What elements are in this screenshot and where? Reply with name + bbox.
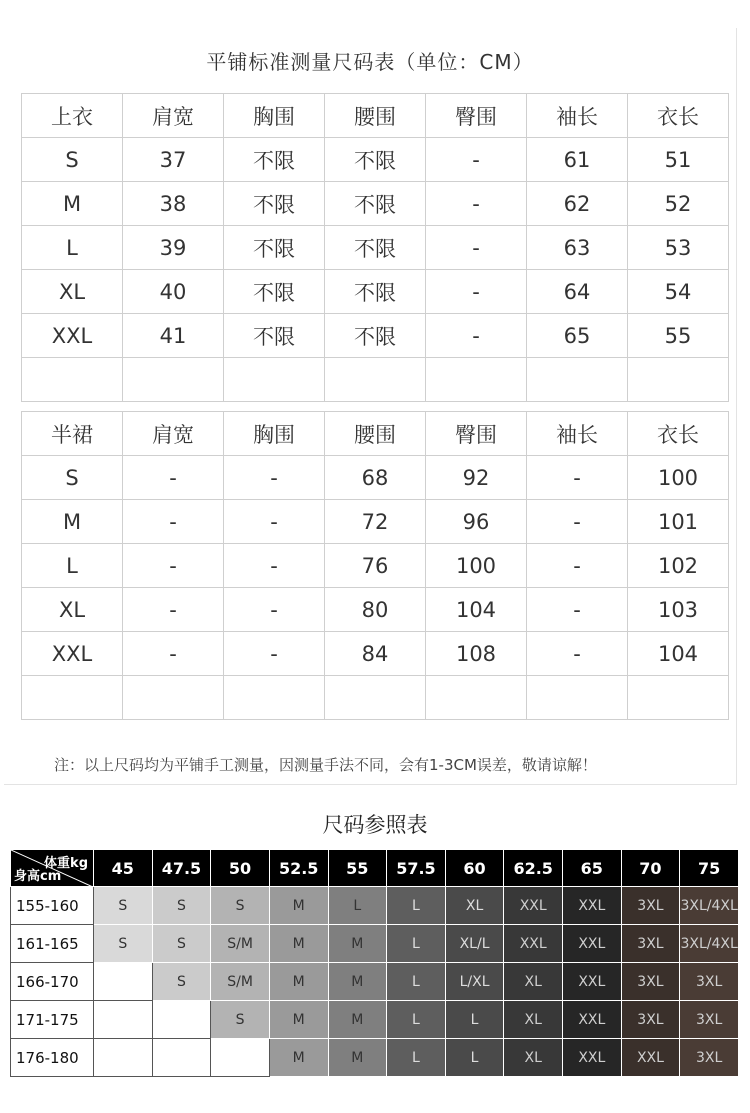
skirt-table-cell xyxy=(527,676,628,720)
size-cell xyxy=(94,963,153,1001)
top-table-cell: 不限 xyxy=(325,270,426,314)
top-table-cell: - xyxy=(426,182,527,226)
weight-header-cell: 47.5 xyxy=(152,850,211,887)
skirt-table-header-cell: 胸围 xyxy=(224,412,325,456)
top-table-cell: 不限 xyxy=(325,226,426,270)
size-cell xyxy=(621,925,680,963)
size-cell xyxy=(621,1039,680,1077)
top-table-cell xyxy=(628,358,729,402)
skirt-table-row xyxy=(22,456,729,500)
skirt-table-cell: - xyxy=(527,588,628,632)
top-table-cell: - xyxy=(426,270,527,314)
size-cell xyxy=(621,963,680,1001)
size-label: XL/L xyxy=(459,935,490,952)
size-label: S/M xyxy=(227,935,253,952)
size-label: 3XL/4XL xyxy=(680,935,738,952)
weight-header-cell: 57.5 xyxy=(387,850,446,887)
size-cell xyxy=(269,925,328,963)
top-table-cell: 52 xyxy=(628,182,729,226)
skirt-table-cell: 102 xyxy=(628,544,729,588)
top-table-header-cell: 袖长 xyxy=(527,94,628,138)
top-table-cell: 39 xyxy=(123,226,224,270)
weight-header-cell: 75 xyxy=(680,850,739,887)
skirt-table-cell: - xyxy=(224,544,325,588)
height-axis-label: 身高cm xyxy=(14,869,62,884)
size-label: M xyxy=(292,973,305,990)
size-label: 3XL xyxy=(637,1011,664,1028)
size-cell xyxy=(211,887,270,925)
size-label: S xyxy=(118,935,128,952)
top-table-cell: 不限 xyxy=(325,182,426,226)
size-cell xyxy=(387,963,446,1001)
top-table-cell: 38 xyxy=(123,182,224,226)
weight-header-cell: 52.5 xyxy=(269,850,328,887)
skirt-size-table xyxy=(21,411,729,720)
size-label: XL xyxy=(524,1011,542,1028)
skirt-table-row xyxy=(22,632,729,676)
skirt-table-cell: 72 xyxy=(325,500,426,544)
top-table-cell xyxy=(325,358,426,402)
size-cell xyxy=(211,1039,270,1077)
size-cell xyxy=(445,1039,504,1077)
size-label: S xyxy=(176,897,186,914)
size-cell xyxy=(621,887,680,925)
size-label: M xyxy=(292,1011,305,1028)
top-table-cell: 54 xyxy=(628,270,729,314)
skirt-table-cell: 92 xyxy=(426,456,527,500)
skirt-table-cell: - xyxy=(123,588,224,632)
weight-header-cell: 62.5 xyxy=(504,850,563,887)
size-cell xyxy=(680,1001,739,1039)
size-cell xyxy=(328,887,387,925)
size-cell xyxy=(269,1001,328,1039)
size-label: XXL xyxy=(578,1049,606,1066)
size-label: M xyxy=(351,973,364,990)
top-table-header-cell: 衣长 xyxy=(628,94,729,138)
size-label: L xyxy=(353,897,362,914)
skirt-table-cell: 80 xyxy=(325,588,426,632)
skirt-table-cell: - xyxy=(527,544,628,588)
top-table-cell: - xyxy=(426,314,527,358)
top-table-cell: XL xyxy=(22,270,123,314)
top-table-cell xyxy=(224,358,325,402)
top-table-cell: 40 xyxy=(123,270,224,314)
size-cell xyxy=(680,887,739,925)
height-range-cell: 161-165 xyxy=(11,925,94,963)
top-table-cell: 不限 xyxy=(224,226,325,270)
page-title: 平铺标准测量尺码表（单位：CM） xyxy=(206,50,534,74)
skirt-table-cell: 108 xyxy=(426,632,527,676)
size-label: XXL xyxy=(578,935,606,952)
top-table-cell: 63 xyxy=(527,226,628,270)
size-label: M xyxy=(351,1011,364,1028)
skirt-table-cell: 100 xyxy=(426,544,527,588)
skirt-table-cell: - xyxy=(123,456,224,500)
top-table-cell: 61 xyxy=(527,138,628,182)
size-label: L xyxy=(412,935,420,952)
top-table-header-cell: 上衣 xyxy=(22,94,123,138)
skirt-table-cell: 96 xyxy=(426,500,527,544)
top-table-cell: 不限 xyxy=(224,314,325,358)
size-cell xyxy=(445,887,504,925)
skirt-table-cell: L xyxy=(22,544,123,588)
top-table-cell: 41 xyxy=(123,314,224,358)
top-table-cell: 55 xyxy=(628,314,729,358)
reference-row xyxy=(11,1001,739,1039)
top-table-cell: 51 xyxy=(628,138,729,182)
top-table-row xyxy=(22,270,729,314)
reference-header-row xyxy=(11,850,739,887)
size-cell xyxy=(152,925,211,963)
top-table-cell: - xyxy=(426,138,527,182)
size-label: L/XL xyxy=(459,973,490,990)
size-cell xyxy=(94,887,153,925)
skirt-table-cell: - xyxy=(224,632,325,676)
skirt-table-cell xyxy=(628,676,729,720)
top-table-cell xyxy=(426,358,527,402)
skirt-table-cell: - xyxy=(527,456,628,500)
size-cell xyxy=(94,1001,153,1039)
skirt-table-cell: - xyxy=(224,588,325,632)
top-table-cell: 65 xyxy=(527,314,628,358)
size-cell xyxy=(445,963,504,1001)
skirt-table-cell: - xyxy=(224,500,325,544)
weight-header-cell: 70 xyxy=(621,850,680,887)
skirt-table-cell: - xyxy=(527,632,628,676)
size-label: XXL xyxy=(578,897,606,914)
size-cell xyxy=(387,1039,446,1077)
size-label: 3XL xyxy=(695,1049,723,1066)
size-cell xyxy=(563,1001,622,1039)
size-cell xyxy=(211,925,270,963)
weight-header-cell: 60 xyxy=(445,850,504,887)
size-label: S/M xyxy=(227,973,253,990)
size-label: 3XL xyxy=(637,973,664,990)
size-label: L xyxy=(412,973,420,990)
skirt-table-cell: 68 xyxy=(325,456,426,500)
size-cell xyxy=(680,1039,739,1077)
size-label: S xyxy=(118,897,128,914)
size-label: 3XL/4XL xyxy=(680,897,738,914)
size-cell xyxy=(94,1039,153,1077)
size-label: 3XL xyxy=(637,935,664,952)
reference-row xyxy=(11,925,739,963)
size-cell xyxy=(387,887,446,925)
top-table-header-cell: 胸围 xyxy=(224,94,325,138)
skirt-table-header-row xyxy=(22,412,729,456)
top-table-header-row xyxy=(22,94,729,138)
size-cell xyxy=(269,1039,328,1077)
skirt-table-header-cell: 腰围 xyxy=(325,412,426,456)
skirt-table-cell: 84 xyxy=(325,632,426,676)
skirt-table-cell: - xyxy=(123,544,224,588)
size-cell xyxy=(563,963,622,1001)
size-cell xyxy=(504,963,563,1001)
size-label: S xyxy=(176,935,186,952)
weight-axis-label: 体重kg xyxy=(44,856,88,871)
size-cell xyxy=(387,925,446,963)
skirt-table-cell: 104 xyxy=(628,632,729,676)
size-cell xyxy=(328,1001,387,1039)
size-cell xyxy=(563,925,622,963)
skirt-table-cell: 100 xyxy=(628,456,729,500)
size-label: L xyxy=(412,1011,420,1028)
size-cell xyxy=(504,925,563,963)
skirt-table-header-cell: 袖长 xyxy=(527,412,628,456)
skirt-table-cell xyxy=(22,676,123,720)
size-label: 3XL xyxy=(695,1011,723,1028)
top-table-cell: L xyxy=(22,226,123,270)
size-label: L xyxy=(470,1011,479,1028)
size-label: XL xyxy=(465,897,484,914)
reference-row xyxy=(11,963,739,1001)
size-label: XL xyxy=(524,973,542,990)
size-label: L xyxy=(470,1049,479,1066)
size-cell xyxy=(445,925,504,963)
top-table-row xyxy=(22,182,729,226)
reference-title: 尺码参照表 xyxy=(322,813,428,837)
size-label: XXL xyxy=(519,897,547,914)
size-label: M xyxy=(292,897,305,914)
skirt-table-cell xyxy=(325,676,426,720)
size-label: XXL xyxy=(636,1049,664,1066)
size-label: M xyxy=(292,1049,305,1066)
size-cell xyxy=(680,963,739,1001)
skirt-table-cell: - xyxy=(224,456,325,500)
size-label: M xyxy=(292,935,305,952)
size-cell xyxy=(152,1039,211,1077)
top-table-cell: 不限 xyxy=(224,182,325,226)
size-label: XL xyxy=(524,1049,542,1066)
skirt-table-cell: XL xyxy=(22,588,123,632)
size-label: XXL xyxy=(519,935,547,952)
top-table-cell: - xyxy=(426,226,527,270)
size-cell xyxy=(269,887,328,925)
top-table-cell: 不限 xyxy=(325,314,426,358)
top-table-cell: 53 xyxy=(628,226,729,270)
size-cell xyxy=(269,963,328,1001)
size-cell xyxy=(211,1001,270,1039)
top-table-cell: 不限 xyxy=(224,138,325,182)
reference-corner-cell xyxy=(11,850,94,887)
size-cell xyxy=(621,1001,680,1039)
height-range-cell: 171-175 xyxy=(11,1001,94,1039)
top-table-row xyxy=(22,314,729,358)
top-table-cell: M xyxy=(22,182,123,226)
size-label: L xyxy=(412,897,420,914)
size-cell xyxy=(504,1001,563,1039)
height-range-cell: 176-180 xyxy=(11,1039,94,1077)
top-table-header-cell: 肩宽 xyxy=(123,94,224,138)
skirt-table-header-cell: 臀围 xyxy=(426,412,527,456)
size-cell xyxy=(328,963,387,1001)
size-cell xyxy=(152,1001,211,1039)
top-table-header-cell: 腰围 xyxy=(325,94,426,138)
top-table-cell: 不限 xyxy=(325,138,426,182)
top-table-row xyxy=(22,226,729,270)
skirt-table-cell: M xyxy=(22,500,123,544)
weight-header-cell: 55 xyxy=(328,850,387,887)
top-table-cell: XXL xyxy=(22,314,123,358)
top-table-header-cell: 臀围 xyxy=(426,94,527,138)
skirt-table-row xyxy=(22,676,729,720)
weight-header-cell: 45 xyxy=(94,850,153,887)
size-cell xyxy=(387,1001,446,1039)
size-cell xyxy=(445,1001,504,1039)
size-label: M xyxy=(351,1049,364,1066)
top-size-table xyxy=(21,93,729,402)
skirt-table-cell: 101 xyxy=(628,500,729,544)
size-cell xyxy=(328,925,387,963)
skirt-table-cell xyxy=(426,676,527,720)
size-cell xyxy=(328,1039,387,1077)
top-table-cell: 不限 xyxy=(224,270,325,314)
size-label: L xyxy=(412,1049,420,1066)
size-reference-table xyxy=(10,849,739,1077)
measurement-note: 注：以上尺码均为平铺手工测量，因测量手法不同，会有1-3CM误差，敬请谅解！ xyxy=(54,756,597,774)
size-label: XXL xyxy=(578,1011,606,1028)
size-label: S xyxy=(235,897,245,914)
skirt-table-header-cell: 肩宽 xyxy=(123,412,224,456)
top-table-cell: 62 xyxy=(527,182,628,226)
top-table-cell xyxy=(123,358,224,402)
size-cell xyxy=(680,925,739,963)
skirt-table-row xyxy=(22,544,729,588)
skirt-table-cell: 76 xyxy=(325,544,426,588)
size-cell xyxy=(211,963,270,1001)
size-cell xyxy=(563,887,622,925)
size-cell xyxy=(152,887,211,925)
size-cell xyxy=(504,1039,563,1077)
skirt-table-cell: - xyxy=(527,500,628,544)
skirt-table-cell xyxy=(123,676,224,720)
size-cell xyxy=(563,1039,622,1077)
size-cell xyxy=(504,887,563,925)
skirt-table-cell: 104 xyxy=(426,588,527,632)
top-table-cell xyxy=(22,358,123,402)
skirt-table-cell xyxy=(224,676,325,720)
skirt-table-cell: S xyxy=(22,456,123,500)
weight-header-cell: 65 xyxy=(563,850,622,887)
top-table-row xyxy=(22,138,729,182)
weight-header-cell: 50 xyxy=(211,850,270,887)
size-cell xyxy=(94,925,153,963)
size-cell xyxy=(152,963,211,1001)
size-label: XXL xyxy=(578,973,606,990)
skirt-table-row xyxy=(22,588,729,632)
top-table-cell: 37 xyxy=(123,138,224,182)
height-range-cell: 155-160 xyxy=(11,887,94,925)
top-table-cell: 64 xyxy=(527,270,628,314)
skirt-table-cell: XXL xyxy=(22,632,123,676)
height-range-cell: 166-170 xyxy=(11,963,94,1001)
skirt-table-cell: - xyxy=(123,500,224,544)
skirt-table-header-cell: 半裙 xyxy=(22,412,123,456)
size-label: S xyxy=(235,1011,245,1028)
skirt-table-header-cell: 衣长 xyxy=(628,412,729,456)
top-table-row xyxy=(22,358,729,402)
skirt-table-cell: 103 xyxy=(628,588,729,632)
size-label: M xyxy=(351,935,364,952)
skirt-table-cell: - xyxy=(123,632,224,676)
reference-row xyxy=(11,1039,739,1077)
reference-row xyxy=(11,887,739,925)
top-table-cell xyxy=(527,358,628,402)
skirt-table-row xyxy=(22,500,729,544)
size-label: 3XL xyxy=(637,897,664,914)
top-table-cell: S xyxy=(22,138,123,182)
size-label: 3XL xyxy=(695,973,723,990)
size-label: S xyxy=(176,973,186,990)
